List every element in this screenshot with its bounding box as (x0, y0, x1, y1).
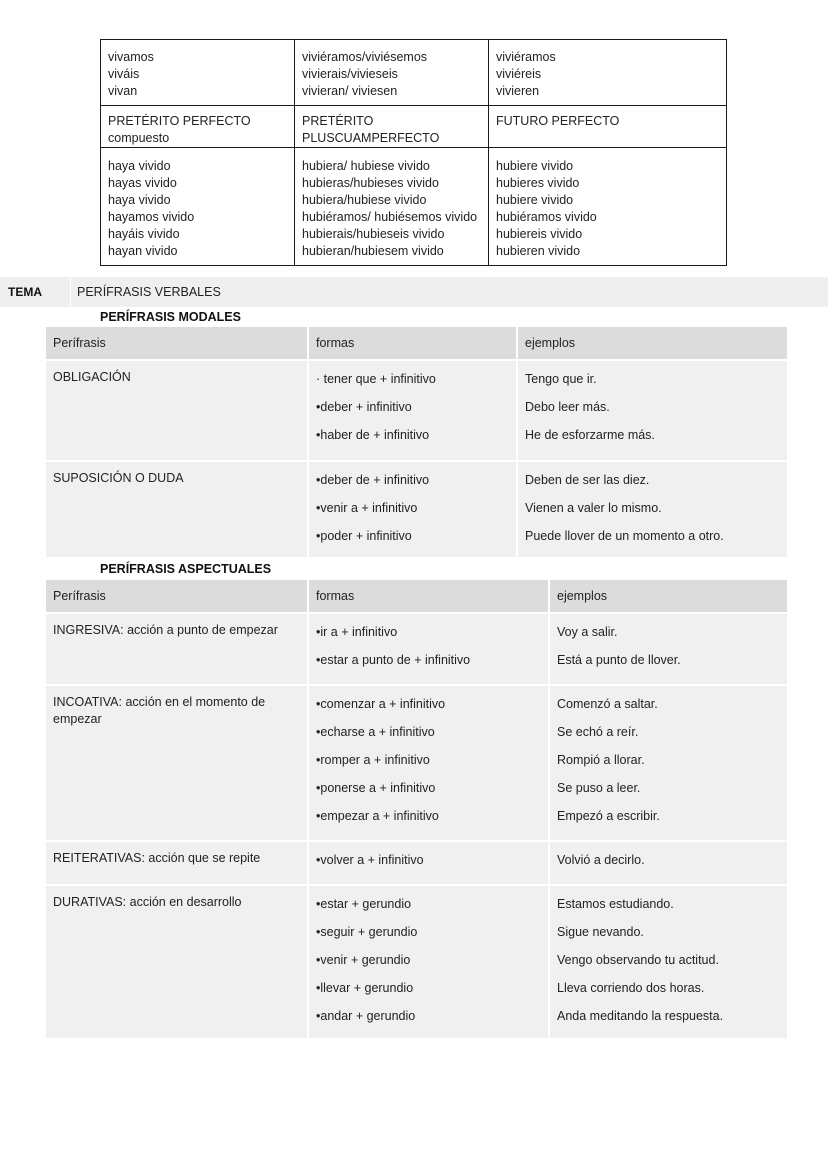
form-item: •romper a + infinitivo (316, 753, 430, 767)
verb-form: hayas vivido (108, 176, 177, 190)
table-row (46, 460, 787, 557)
verb-form: hayáis vivido (108, 227, 180, 241)
conjugation-row (101, 148, 727, 266)
example-item: Voy a salir. (557, 625, 618, 639)
periphrasis-name: OBLIGACIÓN (53, 370, 131, 384)
verb-form: vivieren (496, 84, 540, 98)
example-item: Está a punto de llover. (557, 653, 681, 667)
example-item: Vengo observando tu actitud. (557, 953, 719, 967)
periphrasis-cell (46, 460, 309, 557)
periphrasis-cell (46, 359, 309, 460)
periphrasis-cell (46, 884, 309, 1038)
forms-cell (309, 612, 550, 684)
verb-form: hayamos vivido (108, 210, 195, 224)
section-heading-aspectuales: PERÍFRASIS ASPECTUALES (100, 562, 272, 576)
examples-cell (518, 460, 787, 557)
example-item: Puede llover de un momento a otro. (525, 529, 724, 543)
conjugation-cell (489, 148, 727, 266)
verb-form: haya vivido (108, 193, 171, 207)
example-item: Empezó a escribir. (557, 809, 660, 823)
verb-form: hubierais/hubieseis vivido (302, 227, 445, 241)
section-heading-modales: PERÍFRASIS MODALES (100, 310, 241, 324)
form-item: •estar a punto de + infinitivo (316, 653, 471, 667)
tema-divider (70, 277, 71, 307)
example-item: Comenzó a saltar. (557, 697, 658, 711)
forms-cell (309, 840, 550, 884)
verb-form: vivieran/ viviesen (302, 84, 398, 98)
periphrasis-cell (46, 840, 309, 884)
example-item: Volvió a decirlo. (557, 853, 645, 867)
conjugation-table (100, 39, 727, 266)
periphrasis-name: SUPOSICIÓN O DUDA (53, 471, 184, 485)
example-item: Deben de ser las diez. (525, 473, 650, 487)
examples-cell (518, 359, 787, 460)
verb-form: hubiera/ hubiese vivido (302, 159, 430, 173)
table-header-row (46, 580, 787, 612)
table-row (46, 612, 787, 684)
forms-cell (309, 684, 550, 840)
periphrasis-name: REITERATIVAS: acción que se repite (53, 851, 261, 865)
examples-cell (550, 684, 787, 840)
tense-header: PRETÉRITO PERFECTO compuesto (101, 106, 295, 148)
example-item: Sigue nevando. (557, 925, 644, 939)
verb-form: hubieres vivido (496, 176, 580, 190)
form-item: •comenzar a + infinitivo (316, 697, 446, 711)
table-row (46, 684, 787, 840)
form-item: •ir a + infinitivo (316, 625, 398, 639)
example-item: He de esforzarme más. (525, 428, 655, 442)
verb-form: vivamos (108, 50, 154, 64)
example-item: Lleva corriendo dos horas. (557, 981, 705, 995)
verb-form: hubiéramos vivido (496, 210, 597, 224)
form-item: •deber + infinitivo (316, 400, 412, 414)
form-item: •llevar + gerundio (316, 981, 414, 995)
verb-form: viviéramos (496, 50, 556, 64)
verb-form: viviéreis (496, 67, 542, 81)
form-item: •volver a + infinitivo (316, 853, 424, 867)
conjugation-cell (101, 40, 295, 106)
table-row (46, 884, 787, 1038)
verb-form: hubiera/hubiese vivido (302, 193, 427, 207)
conjugation-cell (295, 40, 489, 106)
verb-form: hubiereis vivido (496, 227, 583, 241)
table-header-row (46, 327, 787, 359)
form-item: •venir + gerundio (316, 953, 411, 967)
periphrasis-cell (46, 612, 309, 684)
tema-title: PERÍFRASIS VERBALES (77, 285, 221, 299)
verb-form: hubiere vivido (496, 159, 574, 173)
column-header: formas (309, 580, 550, 612)
form-item: •ponerse a + infinitivo (316, 781, 436, 795)
verb-form: viviéramos/viviésemos (302, 50, 428, 64)
aspectuales-table (46, 580, 787, 1038)
form-item: · tener que + infinitivo (316, 372, 436, 386)
periphrasis-name: INCOATIVA: acción en el momento de empezar (53, 695, 266, 726)
verb-form: viváis (108, 67, 140, 81)
conjugation-cell (489, 40, 727, 106)
verb-form: hubiéramos/ hubiésemos vivido (302, 210, 478, 224)
column-header: Perífrasis (46, 327, 309, 359)
tema-label: TEMA (8, 285, 42, 299)
example-item: Vienen a valer lo mismo. (525, 501, 662, 515)
form-item: •poder + infinitivo (316, 529, 412, 543)
examples-cell (550, 612, 787, 684)
form-item: •empezar a + infinitivo (316, 809, 439, 823)
tense-header: FUTURO PERFECTO (489, 106, 727, 148)
examples-cell (550, 840, 787, 884)
example-item: Se echó a reír. (557, 725, 639, 739)
example-item: Se puso a leer. (557, 781, 641, 795)
modales-table (46, 327, 787, 557)
conjugation-header-row (101, 106, 727, 148)
example-item: Tengo que ir. (525, 372, 597, 386)
forms-cell (309, 460, 518, 557)
verb-form: vivan (108, 84, 138, 98)
table-row (46, 840, 787, 884)
periphrasis-name: DURATIVAS: acción en desarrollo (53, 895, 242, 909)
form-item: •echarse a + infinitivo (316, 725, 435, 739)
conjugation-cell (295, 148, 489, 266)
column-header: ejemplos (518, 327, 787, 359)
periphrasis-cell (46, 684, 309, 840)
conjugation-row (101, 40, 727, 106)
verb-form: haya vivido (108, 159, 171, 173)
periphrasis-name: INGRESIVA: acción a punto de empezar (53, 623, 278, 637)
table-row (46, 359, 787, 460)
verb-form: hubieran/hubiesem vivido (302, 244, 444, 258)
verb-form: hubieras/hubieses vivido (302, 176, 439, 190)
example-item: Anda meditando la respuesta. (557, 1009, 724, 1023)
conjugation-cell (101, 148, 295, 266)
verb-form: hayan vivido (108, 244, 178, 258)
example-item: Debo leer más. (525, 400, 610, 414)
forms-cell (309, 359, 518, 460)
form-item: •estar + gerundio (316, 897, 412, 911)
verb-form: hubieren vivido (496, 244, 581, 258)
tense-header: PRETÉRITO PLUSCUAMPERFECTO (295, 106, 489, 148)
verb-form: vivierais/vivieseis (302, 67, 398, 81)
column-header: formas (309, 327, 518, 359)
form-item: •andar + gerundio (316, 1009, 416, 1023)
form-item: •venir a + infinitivo (316, 501, 418, 515)
examples-cell (550, 884, 787, 1038)
column-header: ejemplos (550, 580, 787, 612)
verb-form: hubiere vivido (496, 193, 574, 207)
forms-cell (309, 884, 550, 1038)
form-item: •haber de + infinitivo (316, 428, 430, 442)
column-header: Perífrasis (46, 580, 309, 612)
form-item: •deber de + infinitivo (316, 473, 430, 487)
form-item: •seguir + gerundio (316, 925, 418, 939)
example-item: Estamos estudiando. (557, 897, 674, 911)
example-item: Rompió a llorar. (557, 753, 645, 767)
